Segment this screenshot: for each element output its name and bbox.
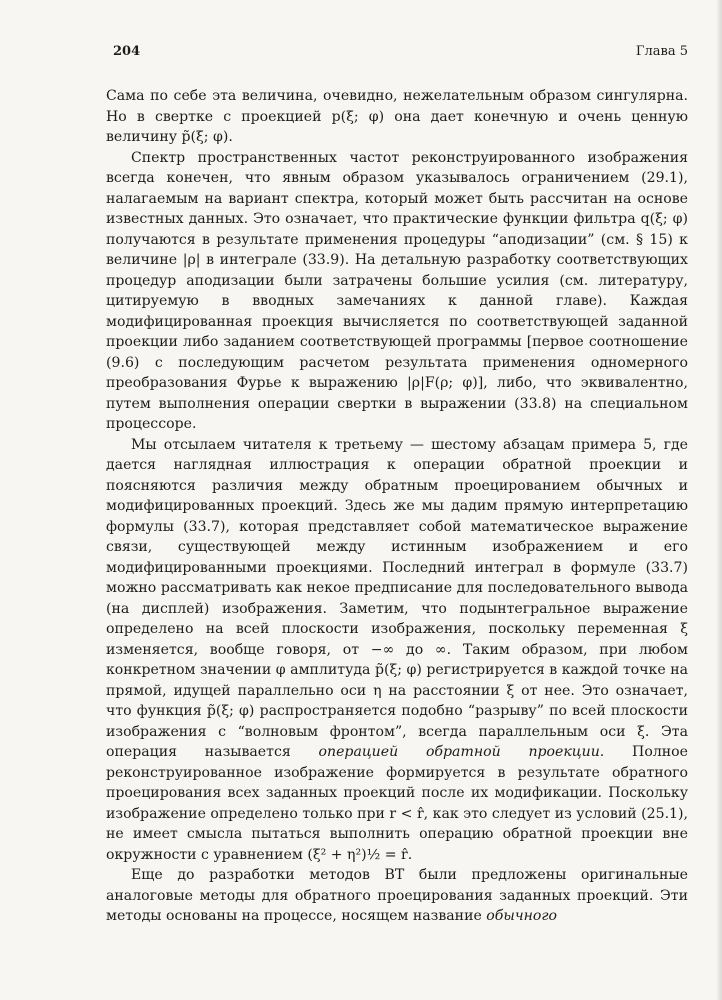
chapter-title: Глава 5 (635, 44, 688, 59)
page-header (113, 44, 688, 68)
paragraph-3-text-end: . Полное реконструированное изображение формируется в результате обратного проецирования всех заданных проекций после их модификации. Поскольку изображение определено только при r < r̂, как это следует из условий (25.1), не имеет смысла пытаться выполнить операцию обратной проекции вне окружности с уравнением (ξ² + η²)½ = r̂. (106, 744, 688, 863)
paragraph-3-text-start: Мы отсылаем читателя к третьему — шестому абзацам примера 5, где дается наглядная иллюстрация к операции обратной проекции и поясняются различия между обратным проецированием обычных и модифицированных проекций. Здесь же мы дадим прямую интерпретацию формулы (33.7), которая представляет собой математическое выражение связи, существующей между истинным изображением и его модифицированными проекциями. Последний интеграл в формуле (33.7) можно рассматривать как некое предписание для последовательного вывода (на дисплей) изображения. Заметим, что подынтегральное выражение определено на всей плоскости изображения, поскольку переменная ξ изменяется, вообще говоря, от −∞ до ∞. Таким образом, при любом конкретном значении φ амплитуда p̃(ξ; φ) регистрируется в каждой точке на прямой, идущей параллельно оси η на расстоянии ξ от нее. Это означает, что функция p̃(ξ; φ) распространяется подобно “разрыву” по всей плоскости изображения с “волновым фронтом”, всегда параллельным оси ξ. Эта операция называется (106, 436, 688, 760)
page-number: 204 (113, 44, 141, 59)
paragraph-4-emphasis: обычного (486, 908, 558, 924)
paragraph-3 (106, 435, 688, 866)
paragraph-2 (106, 148, 688, 435)
paragraph-2-text: Спектр пространственных частот реконструированного изображения всегда конечен, что явным образом указывалось ограничением (29.1), налагаемым на вариант спектра, который может быть рассчитан на основе известных данных. Это означает, что практические функции фильтра q(ξ; φ) получаются в результате применения процедуры “аподизации” (см. § 15) к величине |ρ| в интеграле (33.9). На детальную разработку соответствующих процедур аподизации были затрачены большие усилия (см. литературу, цитируемую в вводных замечаниях к данной главе). Каждая модифицированная проекция вычисляется по соответствующей заданной проекции либо заданием соответствующей программы [первое соотношение (9.6) с последующим расчетом результата применения одномерного преобразования Фурье к выражению |ρ|F(ρ; φ)], либо, что эквивалентно, путем выполнения операции свертки в выражении (33.8) на специальном процессоре. (106, 149, 688, 432)
paragraph-4-text-start: Еще до разработки методов ВТ были предложены оригинальные аналоговые методы для обратного проецирования заданных проекций. Эти методы основаны на процессе, носящем название (106, 867, 688, 924)
body-text (106, 86, 688, 927)
paragraph-1-text: Сама по себе эта величина, очевидно, нежелательным образом сингулярна. Но в свертке с проекцией p(ξ; φ) она дает конечную и очень ценную величину p̃(ξ; φ). (106, 88, 688, 145)
paragraph-1 (106, 86, 688, 148)
page-edge-shadow (716, 0, 722, 1000)
paragraph-3-emphasis: операцией обратной проекции (318, 744, 600, 760)
paragraph-4 (106, 865, 688, 927)
